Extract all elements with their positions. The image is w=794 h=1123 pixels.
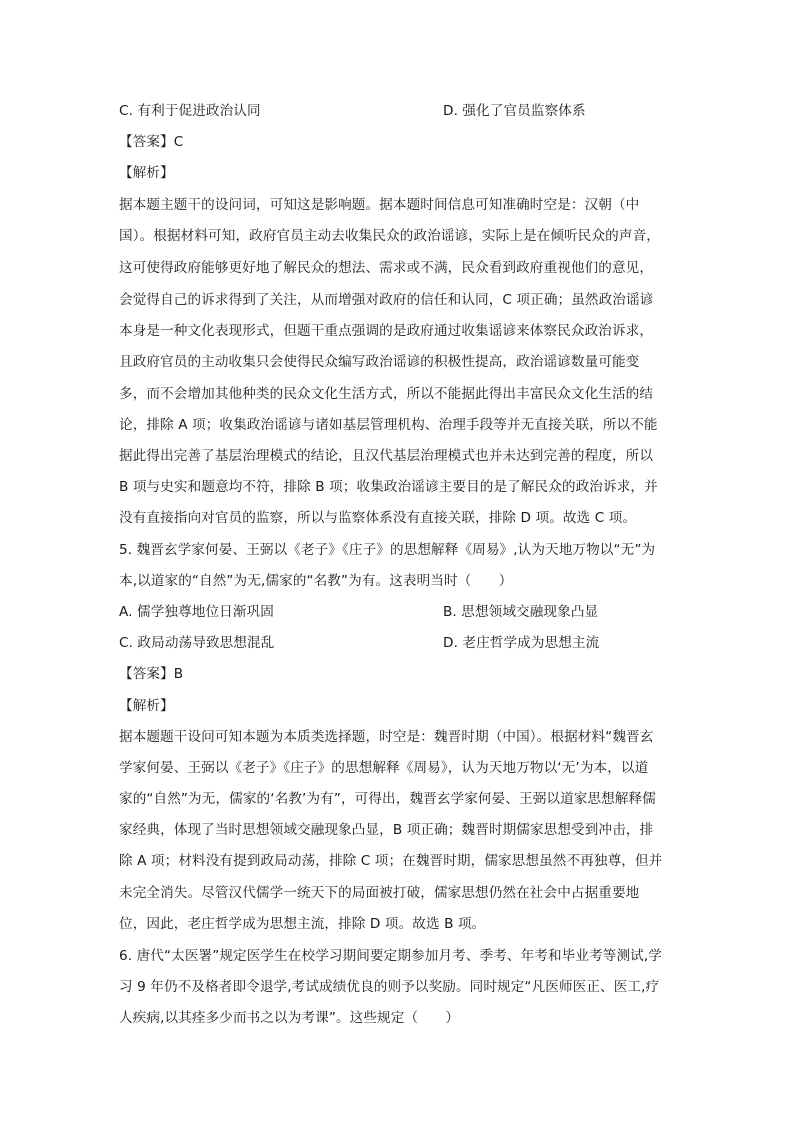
q5-option-a: A. 儒学独尊地位日渐巩固 <box>119 604 274 620</box>
q4-analysis-line: B 项与史实和题意均不符，排除 B 项；收集政治谣谚主要目的是了解民众的政治诉求，并 <box>119 479 658 495</box>
q4-analysis-heading: 【解析】 <box>119 165 174 181</box>
q5-analysis-line: 除 A 项；材料没有提到政局动荡，排除 C 项；在魏晋时期，儒家思想虽然不再独尊，但并 <box>119 853 663 869</box>
q4-options-row <box>119 101 679 121</box>
q6-stem-line: 习 9 年仍不及格者即令退学,考试成绩优良的则予以奖励。同时规定“凡医师医正、医工,疗 <box>119 979 660 995</box>
q5-options-row-1 <box>119 602 679 622</box>
q5-analysis-heading: 【解析】 <box>119 698 174 714</box>
q4-answer: 【答案】C <box>119 134 184 150</box>
q4-analysis-line: 没有直接指向对官员的监察，所以与监察体系没有直接关联，排除 D 项。故选 C 项。 <box>119 510 637 526</box>
q4-analysis-line: 这可使得政府能够更好地了解民众的想法、需求或不满，民众看到政府重视他们的意见， <box>119 260 654 276</box>
q5-analysis-line: 家的“自然”为无，儒家的‘名教’为有”，可得出，魏晋玄学家何晏、王弼以道家思想解释儒 <box>119 791 656 807</box>
q5-analysis-line: 未完全消失。尽管汉代儒学一统天下的局面被打破，儒家思想仍然在社会中占据重要地 <box>119 885 640 901</box>
q4-analysis-line: 本身是一种文化表现形式，但题干重点强调的是政府通过收集谣谚来体察民众政治诉求， <box>119 323 654 339</box>
q5-analysis-line: 学家何晏、王弼以《老子》《庄子》的思想解释《周易》，认为天地万物以‘无’为本，以道 <box>119 760 649 776</box>
q4-analysis-line: 论，排除 A 项；收集政治谣谚与诸如基层管理机构、治理手段等并无直接关联，所以不能 <box>119 417 658 433</box>
q5-analysis-line: 据本题题干设问可知本题为本质类选择题，时空是：魏晋时期（中国）。根据材料“魏晋玄 <box>119 729 654 745</box>
q4-option-d: D. 强化了官员监察体系 <box>443 103 586 119</box>
q5-option-c: C. 政局动荡导致思想混乱 <box>119 635 275 651</box>
q4-analysis-line: 且政府官员的主动收集只会使得民众编写政治谣谚的积极性提高，政治谣谚数量可能变 <box>119 354 640 370</box>
q5-option-d: D. 老庄哲学成为思想主流 <box>443 635 600 651</box>
q5-stem-line: 5. 魏晋玄学家何晏、王弼以《老子》《庄子》的思想解释《周易》,认为天地万物以“无”为 <box>119 542 656 558</box>
q4-option-c: C. 有利于促进政治认同 <box>119 103 261 119</box>
q5-answer: 【答案】B <box>119 666 184 682</box>
q5-option-b: B. 思想领域交融现象凸显 <box>443 604 599 620</box>
q5-options-row-2 <box>119 633 679 653</box>
q4-analysis-line: 多，而不会增加其他种类的民众文化生活方式，所以不能据此得出丰富民众文化生活的结 <box>119 386 654 402</box>
q4-analysis-line: 会觉得自己的诉求得到了关注，从而增强对政府的信任和认同，C 项正确；虽然政治谣谚 <box>119 292 654 308</box>
q5-stem-line: 本,以道家的“自然”为无,儒家的“名教”为有。这表明当时（ ） <box>119 573 513 589</box>
q5-analysis-line: 家经典，体现了当时思想领域交融现象凸显，B 项正确；魏晋时期儒家思想受到冲击，排 <box>119 822 654 838</box>
q6-stem-line: 人疾病,以其痊多少而书之以为考课”。这些规定（ ） <box>119 1010 460 1026</box>
q4-analysis-line: 据此得出完善了基层治理模式的结论，且汉代基层治理模式也并未达到完善的程度，所以 <box>119 448 654 464</box>
q5-analysis-line: 位，因此，老庄哲学成为思想主流，排除 D 项。故选 B 项。 <box>119 916 486 932</box>
q4-analysis-line: 国）。根据材料可知，政府官员主动去收集民众的政治谣谚，实际上是在倾听民众的声音， <box>119 228 660 244</box>
q6-stem-line: 6. 唐代“太医署”规定医学生在校学习期间要定期参加月考、季考、年考和毕业考等测试,学 <box>119 948 662 964</box>
q4-analysis-line: 据本题主题干的设问词，可知这是影响题。据本题时间信息可知准确时空是：汉朝（中 <box>119 197 640 213</box>
